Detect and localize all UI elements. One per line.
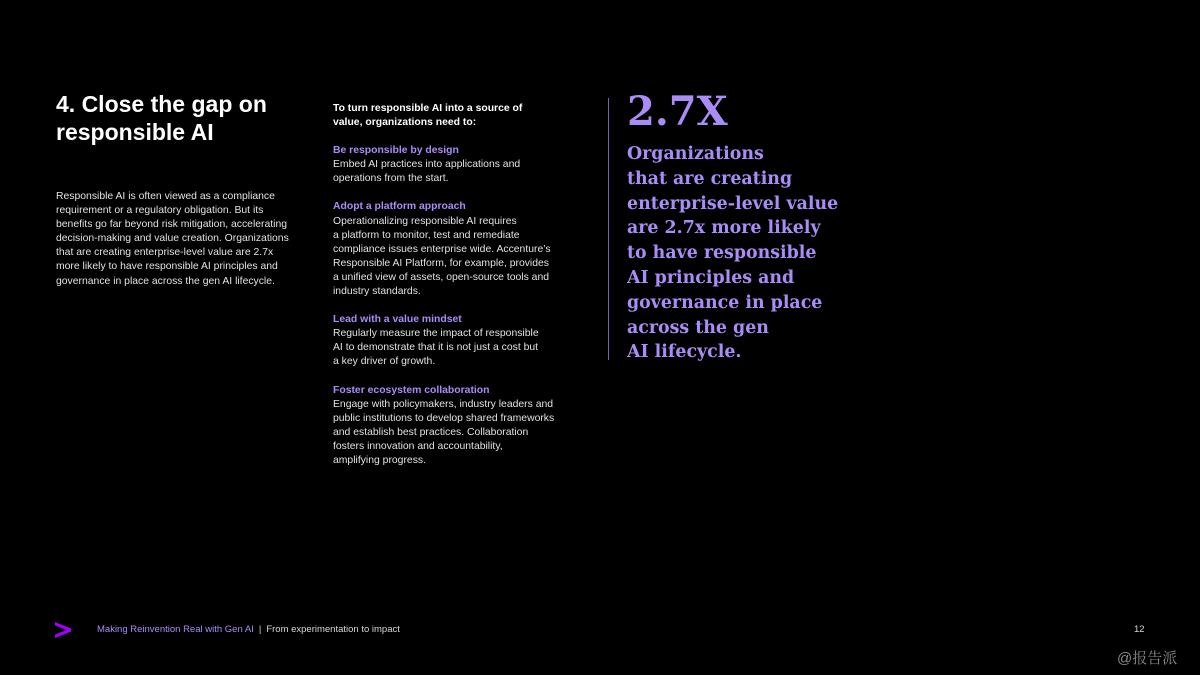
footer-breadcrumb	[97, 623, 400, 636]
stat-line: enterprise-level value	[627, 193, 839, 214]
stat-line: governance in place	[627, 292, 823, 313]
actions-column	[333, 102, 593, 468]
actions-lead-line: To turn responsible AI into a source of	[333, 103, 523, 114]
action-item-line: Engage with policymakers, industry leaders and	[333, 398, 554, 410]
action-item-line: fosters innovation and accountability,	[333, 440, 503, 452]
intro-line: governance in place across the gen AI lifecycle.	[56, 275, 275, 287]
intro-paragraph	[56, 190, 318, 289]
action-item-line: public institutions to develop shared frameworks	[333, 412, 555, 424]
action-item-body	[333, 215, 593, 300]
action-item-platform-approach	[333, 200, 593, 299]
footer-separator: |	[258, 624, 262, 635]
action-item-body	[333, 327, 593, 369]
stat-line: across the gen	[627, 317, 769, 338]
stat-line: that are creating	[627, 168, 793, 189]
action-item-ecosystem-collaboration	[333, 384, 593, 469]
stat-line: AI lifecycle.	[627, 342, 742, 363]
stat-divider	[608, 98, 609, 360]
action-item-line: compliance issues enterprise wide. Accenture’s	[333, 243, 551, 255]
accenture-chevron-icon	[54, 622, 72, 638]
footer-section-title: From experimentation to impact	[266, 624, 400, 635]
watermark: @报告派	[1117, 650, 1178, 667]
intro-line: that are creating enterprise-level value are 2.7x	[56, 247, 274, 259]
page-footer	[0, 619, 1200, 641]
page-number: 12	[1134, 624, 1145, 635]
action-item-line: Operationalizing responsible AI requires	[333, 215, 517, 227]
action-item-title: Foster ecosystem collaboration	[333, 384, 490, 396]
footer-document-title: Making Reinvention Real with Gen AI	[97, 624, 254, 635]
intro-line: requirement or a regulatory obligation. But its	[56, 205, 264, 217]
action-item-line: a platform to monitor, test and remediate	[333, 229, 520, 241]
page-title	[56, 90, 318, 146]
action-item-line: operations from the start.	[333, 173, 449, 185]
page-title-line-1: 4. Close the gap on	[56, 91, 267, 117]
action-item-line: Responsible AI Platform, for example, provides	[333, 257, 549, 269]
stat-figure: 2.7X	[627, 88, 728, 135]
stat-callout	[627, 88, 887, 365]
stat-description	[627, 142, 887, 365]
action-item-responsible-by-design	[333, 144, 593, 186]
intro-line: benefits go far beyond risk mitigation, accelerating	[56, 219, 288, 231]
action-item-line: industry standards.	[333, 286, 421, 298]
intro-line: decision-making and value creation. Organizations	[56, 233, 289, 245]
action-item-title: Lead with a value mindset	[333, 314, 462, 326]
action-item-body	[333, 398, 593, 468]
action-item-line: Regularly measure the impact of responsible	[333, 328, 539, 340]
stat-line: Organizations	[627, 144, 764, 164]
stat-line: are 2.7x more likely	[627, 218, 821, 239]
action-item-title: Be responsible by design	[333, 145, 459, 157]
page-title-line-2: responsible AI	[56, 119, 214, 145]
intro-line: Responsible AI is often viewed as a compliance	[56, 191, 275, 202]
action-item-line: AI to demonstrate that it is not just a cost but	[333, 342, 539, 354]
stat-line: to have responsible	[627, 243, 817, 264]
action-item-line: a key driver of growth.	[333, 356, 436, 368]
action-item-line: a unified view of assets, open-source tools and	[333, 271, 550, 283]
action-item-title: Adopt a platform approach	[333, 201, 466, 213]
intro-line: more likely to have responsible AI principles and	[56, 261, 278, 273]
action-item-line: amplifying progress.	[333, 454, 426, 466]
actions-lead	[333, 102, 593, 130]
action-item-body	[333, 158, 593, 186]
actions-lead-line: value, organizations need to:	[333, 117, 477, 129]
stat-line: AI principles and	[627, 267, 795, 288]
action-item-value-mindset	[333, 313, 593, 369]
action-item-line: Embed AI practices into applications and	[333, 159, 521, 171]
left-column	[56, 90, 318, 289]
action-item-line: and establish best practices. Collaboration	[333, 426, 529, 438]
